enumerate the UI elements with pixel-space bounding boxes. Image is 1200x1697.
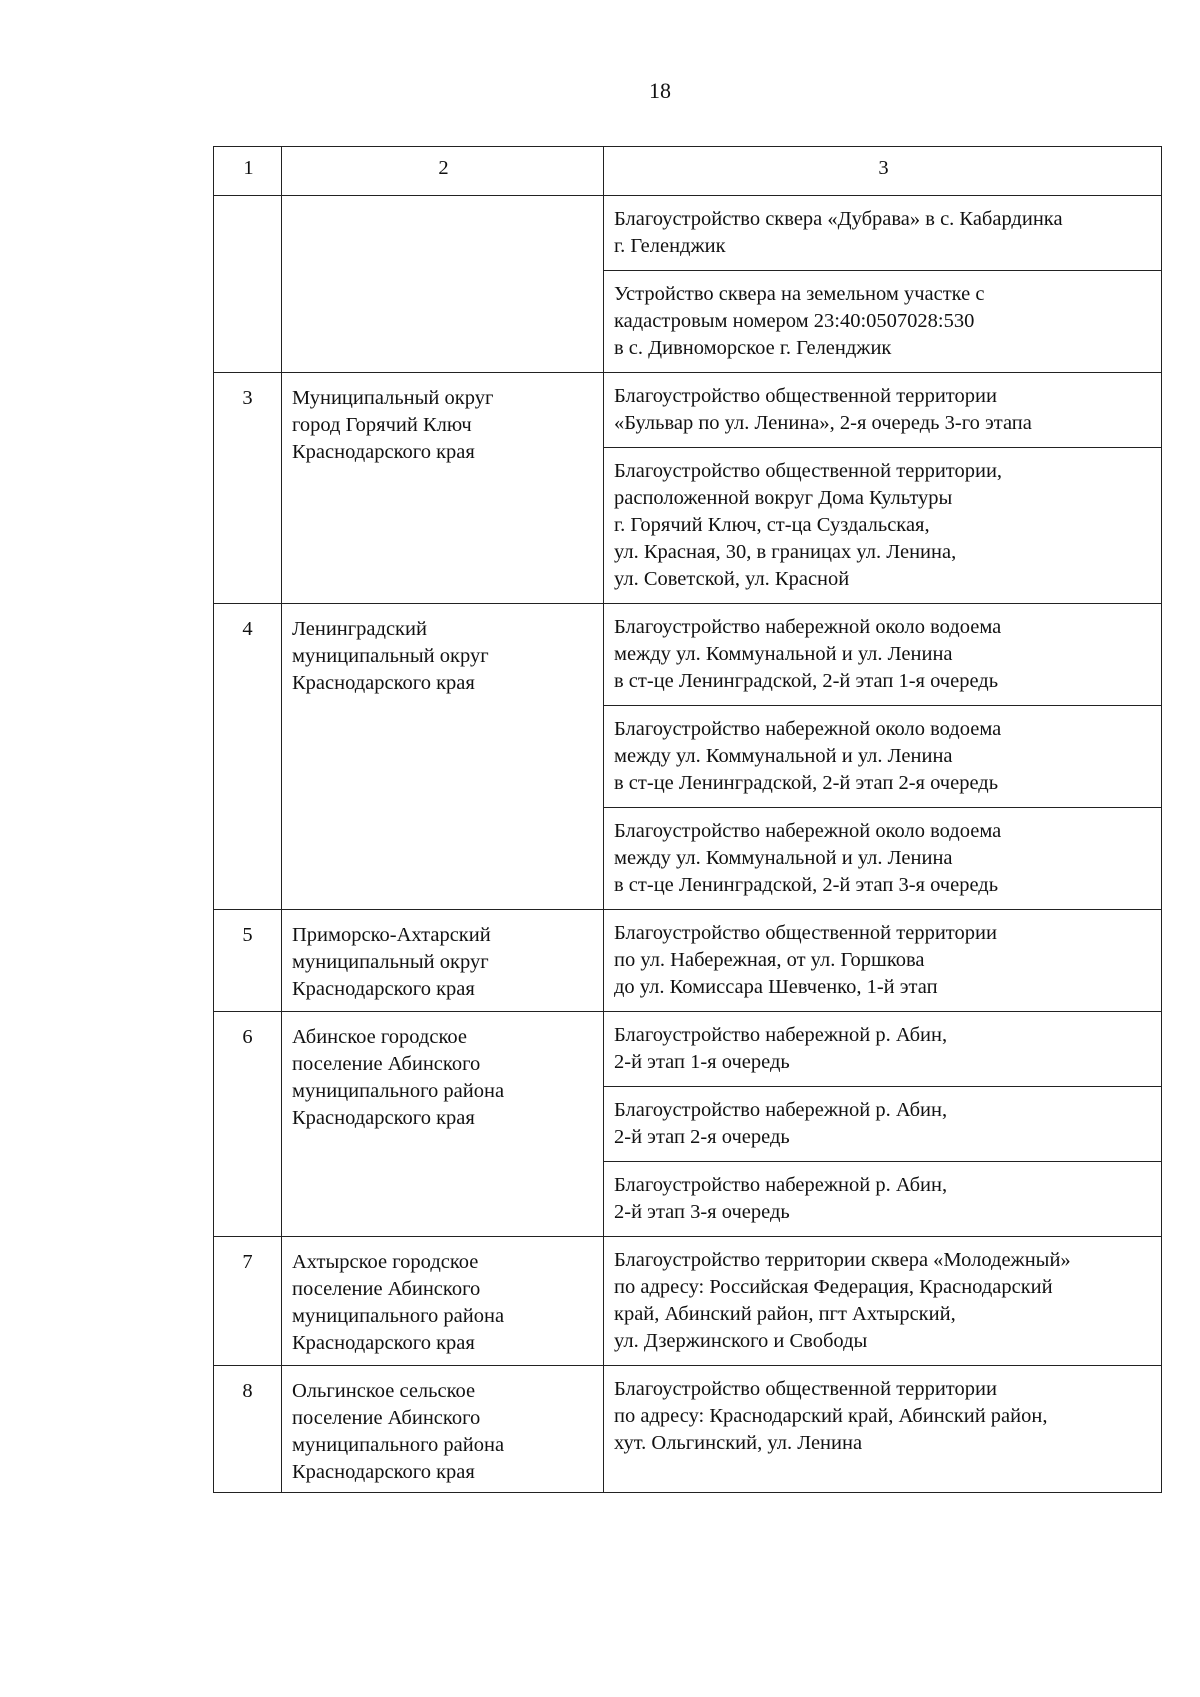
table-row <box>214 1366 1162 1493</box>
municipality-cell <box>282 910 604 1012</box>
table-row <box>214 604 1162 706</box>
municipality-cell-text: Муниципальный округ город Горячий Ключ Краснодарского края <box>292 387 494 463</box>
project-cell <box>604 1237 1162 1366</box>
row-number-cell <box>214 1237 282 1366</box>
municipality-cell-text: Приморско-Ахтарский муниципальный округ Краснодарского края <box>292 924 491 1000</box>
project-cell <box>604 1162 1162 1237</box>
column-header: 2 <box>282 147 604 196</box>
row-number-cell <box>214 1366 282 1493</box>
municipality-cell-text: Ленинградский муниципальный округ Краснодарского края <box>292 618 489 694</box>
row-number-cell <box>214 196 282 373</box>
project-cell <box>604 604 1162 706</box>
row-number-cell <box>214 1012 282 1237</box>
row-number-cell-text: 6 <box>242 1026 253 1048</box>
table-row <box>214 373 1162 448</box>
project-cell-text: Благоустройство набережной р. Абин, 2-й этап 1-я очередь <box>614 1024 948 1073</box>
table-row <box>214 910 1162 1012</box>
municipality-cell <box>282 1237 604 1366</box>
project-cell <box>604 808 1162 910</box>
municipality-cell-text: Ольгинское сельское поселение Абинского муниципального района Краснодарского края <box>292 1380 505 1483</box>
row-number-cell-text: 7 <box>242 1251 253 1273</box>
project-cell-text: Благоустройство набережной р. Абин, 2-й этап 2-я очередь <box>614 1099 948 1148</box>
page-number: 18 <box>649 78 671 103</box>
project-cell <box>604 196 1162 271</box>
row-number-cell-text: 5 <box>242 924 253 946</box>
project-cell <box>604 706 1162 808</box>
project-cell <box>604 1012 1162 1087</box>
project-cell-text: Благоустройство сквера «Дубрава» в с. Кабардинка г. Геленджик <box>614 208 1063 257</box>
column-header: 1 <box>214 147 282 196</box>
row-number-cell <box>214 604 282 910</box>
project-cell-text: Благоустройство общественной территории, расположенной вокруг Дома Культуры г. Горячий Ключ, ст-ца Суздальская, ул. Красная, 30, в границах ул. Ленина, ул. Советской, ул. Красной <box>614 460 1003 590</box>
row-number-cell <box>214 373 282 604</box>
table-row <box>214 1237 1162 1366</box>
table-row <box>214 1012 1162 1087</box>
project-cell <box>604 1087 1162 1162</box>
project-cell-text: Благоустройство территории сквера «Молодежный» по адресу: Российская Федерация, Краснодарский край, Абинский район, пгт Ахтырский, ул. Дзержинского и Свободы <box>614 1249 1071 1352</box>
row-number-cell-text: 8 <box>242 1380 253 1402</box>
project-cell-text: Благоустройство общественной территории по адресу: Краснодарский край, Абинский район, хут. Ольгинский, ул. Ленина <box>614 1378 1048 1454</box>
municipality-cell <box>282 373 604 604</box>
table-header-row <box>214 147 1162 196</box>
objects-table <box>213 146 1162 1493</box>
project-cell <box>604 373 1162 448</box>
project-cell-text: Благоустройство набережной около водоема между ул. Коммунальной и ул. Ленина в ст-це Ленинградской, 2-й этап 1-я очередь <box>614 616 1002 692</box>
project-cell-text: Благоустройство набережной около водоема между ул. Коммунальной и ул. Ленина в ст-це Ленинградской, 2-й этап 3-я очередь <box>614 820 1002 896</box>
column-header: 3 <box>604 147 1162 196</box>
municipality-cell <box>282 1012 604 1237</box>
municipality-cell-text: Ахтырское городское поселение Абинского муниципального района Краснодарского края <box>292 1251 505 1354</box>
project-cell-text: Благоустройство набережной р. Абин, 2-й этап 3-я очередь <box>614 1174 948 1223</box>
municipality-cell-text: Абинское городское поселение Абинского муниципального района Краснодарского края <box>292 1026 505 1129</box>
table-row <box>214 196 1162 271</box>
project-cell <box>604 448 1162 604</box>
project-cell <box>604 910 1162 1012</box>
project-cell-text: Благоустройство общественной территории по ул. Набережная, от ул. Горшкова до ул. Комиссара Шевченко, 1-й этап <box>614 922 997 998</box>
municipality-cell <box>282 604 604 910</box>
row-number-cell <box>214 910 282 1012</box>
row-number-cell-text: 3 <box>242 387 253 409</box>
municipality-cell <box>282 1366 604 1493</box>
project-cell-text: Благоустройство набережной около водоема между ул. Коммунальной и ул. Ленина в ст-це Ленинградской, 2-й этап 2-я очередь <box>614 718 1002 794</box>
project-cell-text: Благоустройство общественной территории «Бульвар по ул. Ленина», 2-я очередь 3-го этапа <box>614 385 1032 434</box>
row-number-cell-text: 4 <box>242 618 253 640</box>
project-cell <box>604 271 1162 373</box>
municipality-cell <box>282 196 604 373</box>
project-cell <box>604 1366 1162 1493</box>
project-cell-text: Устройство сквера на земельном участке с кадастровым номером 23:40:0507028:530 в с. Дивноморское г. Геленджик <box>614 283 985 359</box>
